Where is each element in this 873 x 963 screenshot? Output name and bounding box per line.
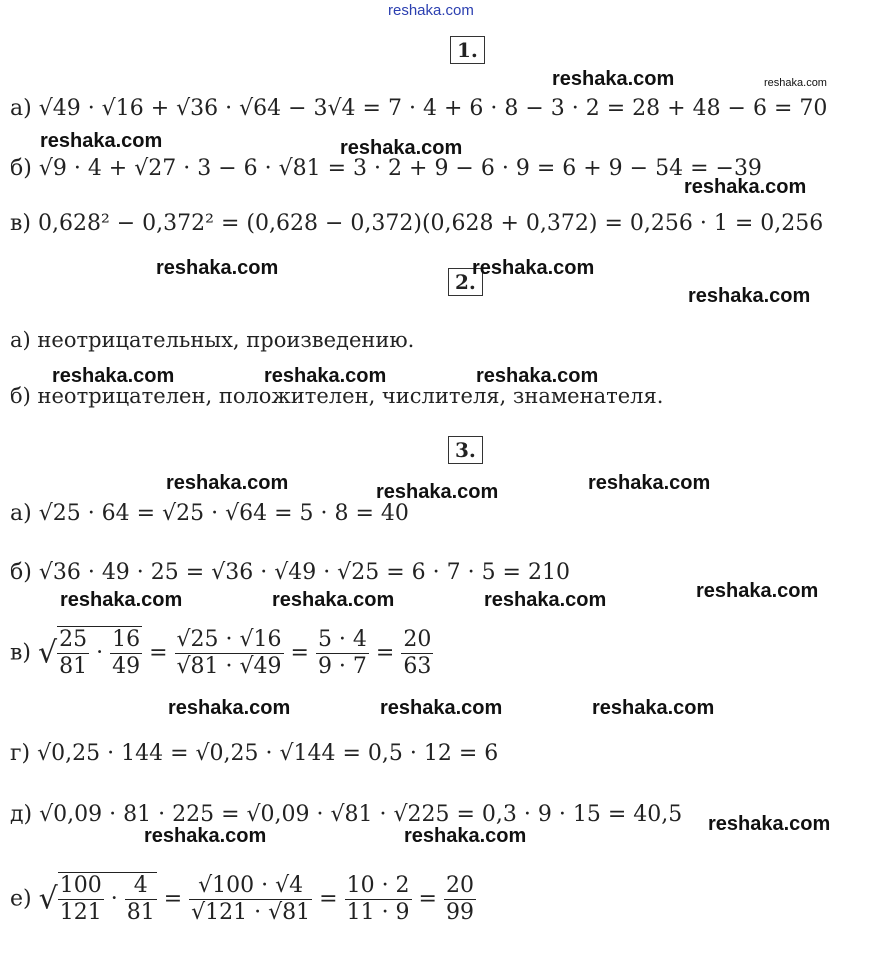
task3-v-label: в)	[10, 640, 31, 666]
fraction-denominator: 63	[403, 654, 432, 679]
watermark-text: reshaka.com	[376, 481, 499, 503]
watermark-text: reshaka.com	[688, 285, 811, 307]
watermark-text: reshaka.com	[552, 68, 675, 90]
watermark-text: reshaka.com	[696, 580, 819, 602]
radical-sign: √	[38, 881, 58, 917]
fraction-denominator: 11 · 9	[346, 900, 410, 925]
fraction-numerator: √25 · √16	[176, 627, 282, 652]
fraction-denominator: 99	[445, 900, 474, 925]
task3-g-line: г) √0,25 · 144 = √0,25 · √144 = 0,5 · 12 = 6	[10, 741, 499, 766]
watermark-text: reshaka.com	[684, 176, 807, 198]
task3-a-line: а) √25 · 64 = √25 · √64 = 5 · 8 = 40	[10, 501, 409, 526]
task2-a-line: а) неотрицательных, произведению.	[10, 328, 415, 352]
radicand-fractions: $\frac{25}{81}$ · $\frac{16}{49}$	[59, 627, 141, 679]
fraction-denominator: 9 · 7	[317, 654, 367, 679]
radicand-fractions: $\frac{100}{121}$ · $\frac{4}{81}$	[59, 873, 155, 925]
fraction-denominator: 121	[59, 900, 102, 925]
watermark-text: reshaka.com	[264, 365, 387, 387]
task3-e-label: е)	[10, 886, 32, 912]
fraction-numerator: 25	[59, 627, 88, 652]
watermark-text: reshaka.com	[60, 589, 183, 611]
task3-b-line: б) √36 · 49 · 25 = √36 · √49 · √25 = 6 · 7 · 5 = 210	[10, 560, 570, 585]
fraction-denominator: √81 · √49	[176, 654, 282, 679]
watermark-text: reshaka.com	[484, 589, 607, 611]
watermark-text: reshaka.com	[708, 813, 831, 835]
watermark-text: reshaka.com	[588, 472, 711, 494]
watermark-text: reshaka.com	[52, 365, 175, 387]
site-watermark-top: reshaka.com	[388, 2, 474, 19]
watermark-text: reshaka.com	[380, 697, 503, 719]
fraction-numerator: √100 · √4	[198, 873, 304, 898]
fraction-denominator: 49	[112, 654, 141, 679]
watermark-text: reshaka.com	[404, 825, 527, 847]
section-number-2: 2.	[448, 268, 483, 296]
fraction-numerator: 5 · 4	[317, 627, 367, 652]
fraction-numerator: 4	[133, 873, 148, 898]
section-number-3: 3.	[448, 436, 483, 464]
watermark-text: reshaka.com	[168, 697, 291, 719]
fraction-numerator: 16	[112, 627, 141, 652]
watermark-text: reshaka.com	[340, 137, 463, 159]
radical-sign: √	[37, 635, 58, 671]
watermark-text: reshaka.com	[156, 257, 279, 279]
task3-e-line: е) √ $\frac{100}{121}$ · $\frac{4}{81}$ = $\frac{√100 \cdot √4}{√121 \cdot √81}$ = $\frac{10 \cdot 2}{11 \cdot 9}$ = $\frac{20}{99}$	[10, 873, 474, 925]
watermark-text: reshaka.com	[764, 77, 827, 89]
task2-b-line: б) неотрицателен, положителен, числителя, знаменателя.	[10, 384, 664, 408]
watermark-text: reshaka.com	[476, 365, 599, 387]
fraction-numerator: 20	[445, 873, 474, 898]
task3-d-line: д) √0,09 · 81 · 225 = √0,09 · √81 · √225 = 0,3 · 9 · 15 = 40,5	[10, 802, 683, 827]
watermark-text: reshaka.com	[144, 825, 267, 847]
watermark-text: reshaka.com	[472, 257, 595, 279]
watermark-text: reshaka.com	[40, 130, 163, 152]
watermark-text: reshaka.com	[592, 697, 715, 719]
watermark-text: reshaka.com	[166, 472, 289, 494]
task3-v-line: в) √ $\frac{25}{81}$ · $\frac{16}{49}$ = $\frac{√25 \cdot √16}{√81 \cdot √49}$ = $\frac{5 \cdot 4}{9 \cdot 7}$ = $\frac{20}{63}$	[10, 627, 432, 679]
fraction-denominator: 81	[59, 654, 88, 679]
section-number-1: 1.	[450, 36, 485, 64]
fraction-numerator: 100	[59, 873, 102, 898]
fraction-denominator: 81	[126, 900, 155, 925]
task1-a-line: а) √49 · √16 + √36 · √64 − 3√4 = 7 · 4 + 6 · 8 − 3 · 2 = 28 + 48 − 6 = 70	[10, 96, 828, 121]
task1-b-line: б) √9 · 4 + √27 · 3 − 6 · √81 = 3 · 2 + 9 − 6 · 9 = 6 + 9 − 54 = −39	[10, 156, 762, 181]
task1-v-line: в) 0,628² − 0,372² = (0,628 − 0,372)(0,628 + 0,372) = 0,256 · 1 = 0,256	[10, 211, 824, 236]
fraction-numerator: 20	[403, 627, 432, 652]
fraction-denominator: √121 · √81	[191, 900, 311, 925]
fraction-numerator: 10 · 2	[346, 873, 410, 898]
watermark-text: reshaka.com	[272, 589, 395, 611]
